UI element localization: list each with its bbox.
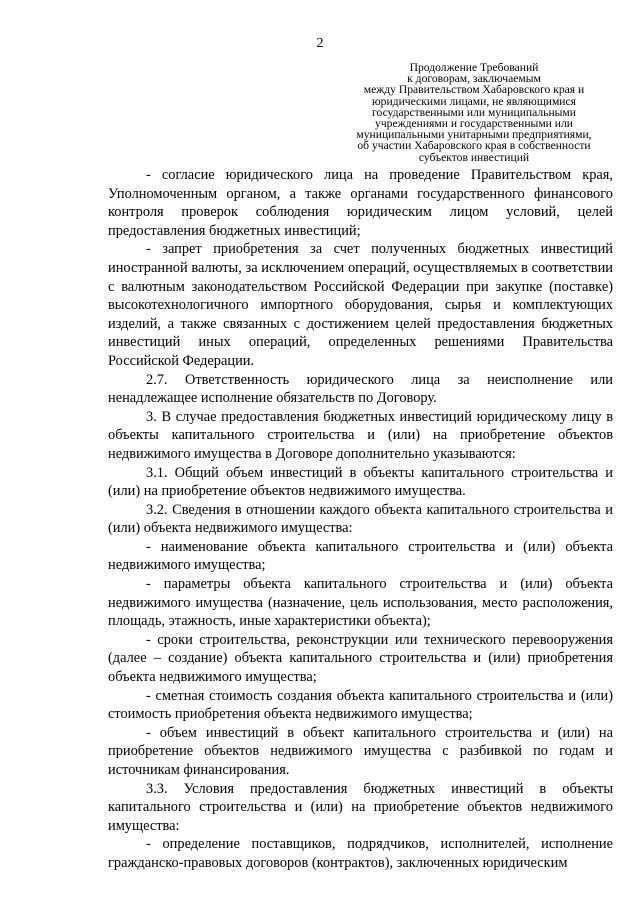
header-line: субъектов инвестиций [418, 150, 530, 164]
paragraph: - сроки строительства, реконструкции или технического перевооружения (далее – создание) объекта капитального строительства и (или) приобретения объекта недвижимого имущества; [108, 631, 613, 686]
paragraph: - объем инвестиций в объект капитального строительства и (или) на приобретение объектов недвижимого имущества с разбивкой по годам и источникам финансирования. [108, 724, 613, 778]
paragraph: 3.1. Общий объем инвестиций в объекты капитального строительства и (или) на приобретение объектов недвижимого имущества. [108, 464, 613, 500]
paragraph: - запрет приобретения за счет полученных бюджетных инвестиций иностранной валюты, за исключением операций, осуществляемых в соответствии с валютным законодательством Российской Федерации при закупке (поставке) высокотехнологичного импортного оборудования, сырья и комплектующих изделий, а также связанных с достижением целей предоставления бюджетных инвестиций иных операций, определенных решениями Правительства Российской Федерации. [108, 241, 613, 369]
header-line: Продолжение Требований [409, 61, 539, 74]
paragraph: - параметры объекта капитального строительства и (или) объекта недвижимого имущества (назначение, цель использования, место расположения, площадь, этажность, иные характеристики объекта); [108, 576, 613, 630]
header-line: юридическими лицами, не являющимися [372, 94, 576, 108]
paragraph: 3.2. Сведения в отношении каждого объекта капитального строительства и (или) объекта недвижимого имущества: [108, 501, 613, 537]
header-line: муниципальными унитарными предприятиями, [356, 128, 592, 142]
header-block [338, 62, 610, 163]
paragraph: - сметная стоимость создания объекта капитального строительства и (или) стоимость приобретения объекта недвижимого имущества; [108, 687, 613, 723]
header-line: учреждениями и государственными или [375, 117, 573, 131]
paragraph: 3.3. Условия предоставления бюджетных инвестиций в объекты капитального строительства и (или) на приобретение объектов недвижимого имущества: [108, 780, 613, 834]
paragraph: - согласие юридического лица на проведение Правительством края, Уполномоченным органом, а также органами государственного финансового контроля проверок соблюдения юридическим лицом условий, целей предоставления бюджетных инвестиций; [108, 167, 613, 239]
paragraph: - наименование объекта капитального строительства и (или) объекта недвижимого имущества; [108, 538, 613, 574]
paragraph: 3. В случае предоставления бюджетных инвестиций юридическому лицу в объекты капитального строительства и (или) на приобретение объектов недвижимого имущества в Договоре дополнительно указываются: [108, 408, 613, 462]
page-number: 2 [316, 36, 324, 51]
header-line: между Правительством Хабаровского края и [363, 83, 585, 97]
header-line: об участии Хабаровского края в собственности [357, 139, 591, 153]
document-body [108, 166, 613, 873]
header-line: государственными или муниципальными [372, 105, 576, 119]
paragraph: 2.7. Ответственность юридического лица за неисполнение или ненадлежащее исполнение обязательств по Договору. [108, 371, 613, 407]
header-line: к договорам, заключаемым [407, 72, 541, 86]
paragraph: - определение поставщиков, подрядчиков, исполнителей, исполнение гражданско-правовых договоров (контрактов), заключенных юридическим [108, 836, 613, 871]
